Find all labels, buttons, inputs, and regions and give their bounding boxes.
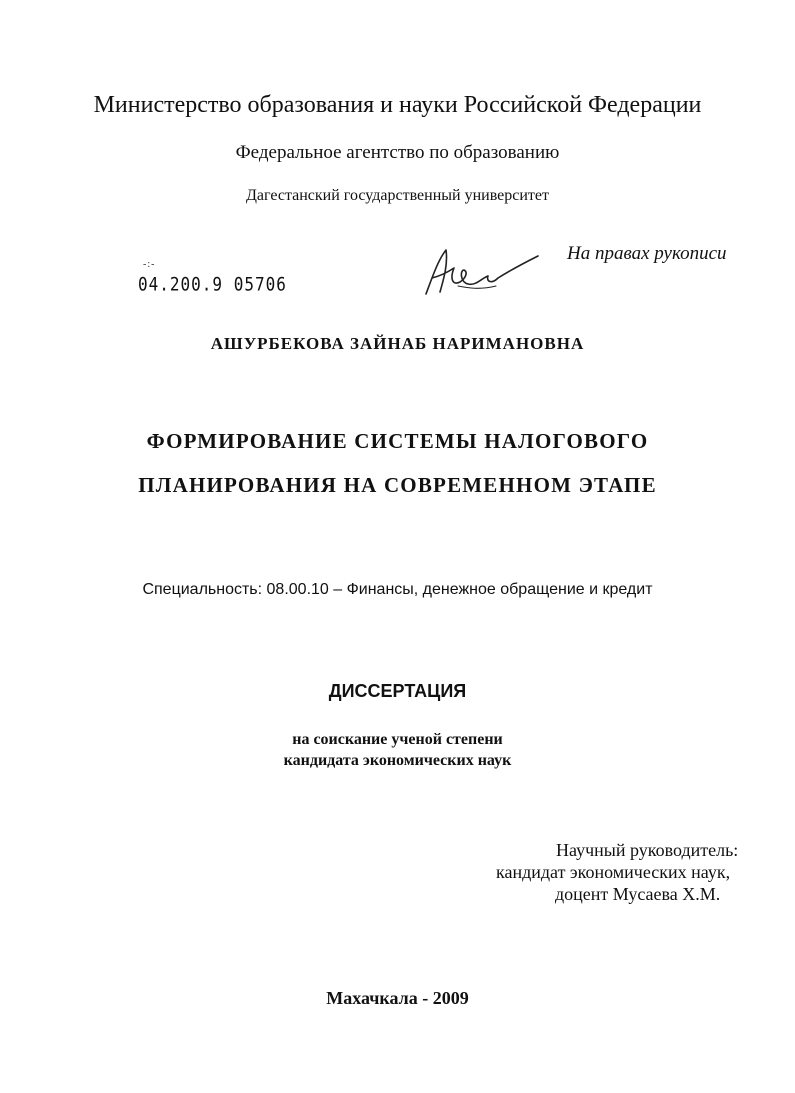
signature-icon	[418, 238, 548, 300]
degree-line2: кандидата экономических наук	[283, 752, 512, 769]
city-year: Махачкала - 2009	[326, 988, 469, 1008]
supervisor-degree: кандидат экономических наук,	[496, 862, 731, 882]
dissertation-title-line1: ФОРМИРОВАНИЕ СИСТЕМЫ НАЛОГОВОГО	[146, 429, 649, 453]
specialty-line: Специальность: 08.00.10 – Финансы, денежное обращение и кредит	[142, 581, 653, 598]
agency-heading: Федеральное агентство по образованию	[235, 142, 560, 163]
university-heading: Дагестанский государственный университет	[245, 187, 550, 204]
supervisor-label: Научный руководитель:	[556, 840, 739, 860]
archive-code: 04.200.9 05706	[138, 273, 287, 295]
supervisor-name: доцент Мусаева Х.М.	[555, 884, 721, 904]
author-name: АШУРБЕКОВА ЗАЙНАБ НАРИМАНОВНА	[210, 334, 585, 353]
archive-marks: -:-	[143, 259, 156, 270]
degree-line1: на соискание ученой степени	[292, 731, 503, 748]
document-type: ДИССЕРТАЦИЯ	[328, 681, 467, 701]
ministry-heading: Министерство образования и науки Российской Федерации	[93, 92, 702, 118]
manuscript-note: На правах рукописи	[567, 243, 727, 264]
dissertation-title-line2: ПЛАНИРОВАНИЯ НА СОВРЕМЕННОМ ЭТАПЕ	[138, 473, 657, 497]
